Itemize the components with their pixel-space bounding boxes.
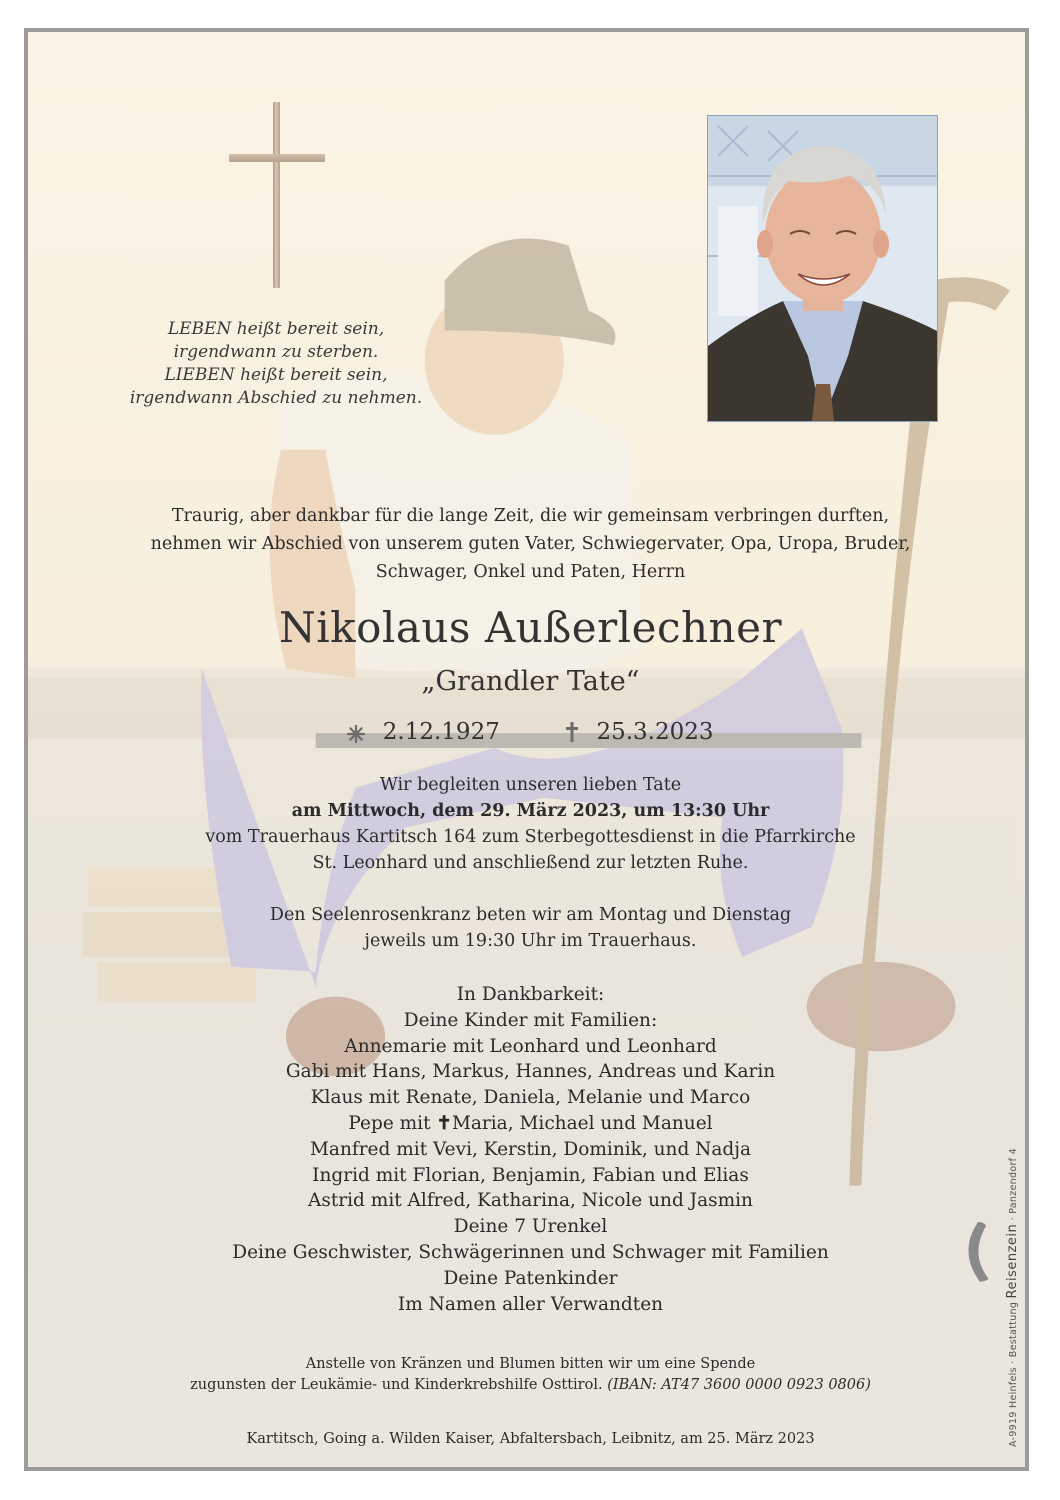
mourner-line: Astrid mit Alfred, Katharina, Nicole und Jasmin [308, 1190, 753, 1212]
deceased-cross-icon: ✝ [436, 1112, 452, 1134]
death-cross-icon [565, 722, 579, 742]
life-dates [28, 718, 1029, 745]
funeral-line: St. Leonhard und anschließend zur letzten Ruhe. [312, 853, 749, 873]
deceased-nickname: „Grandler Tate“ [421, 666, 640, 697]
place-date: Kartitsch, Going a. Wilden Kaiser, Abfaltersbach, Leibnitz, am 25. März 2023 [246, 1431, 815, 1447]
poem-line: LEBEN heißt bereit sein, [167, 319, 385, 339]
donation-iban: (IBAN: AT47 3600 0000 0923 0806) [607, 1377, 871, 1393]
intro-line: Schwager, Onkel und Paten, Herrn [375, 562, 686, 582]
mourner-line [28, 1111, 1029, 1137]
pepe-rest: Maria, Michael und Manuel [451, 1112, 713, 1134]
birth-date: 2.12.1927 [382, 719, 500, 745]
portrait-photo [707, 115, 938, 422]
undertaker-imprint [975, 1148, 1029, 1457]
donation-note [28, 1354, 1029, 1396]
deceased-name: Nikolaus Außerlechner [278, 603, 783, 652]
obituary-frame [24, 28, 1029, 1471]
poem-line: irgendwann zu sterben. [173, 342, 379, 362]
pepe-prefix: Pepe mit [348, 1112, 437, 1134]
intro-line: Traurig, aber dankbar für die lange Zeit, die wir gemeinsam verbringen durften, [171, 506, 890, 526]
donation-line: Anstelle von Kränzen und Blumen bitten wir um eine Spende [305, 1356, 756, 1372]
birth-star-icon [347, 723, 365, 741]
donation-recipient: zugunsten der Leukämie- und Kinderkrebshilfe Osttirol. [190, 1377, 603, 1393]
cross-icon [229, 102, 325, 288]
donation-line [28, 1375, 1029, 1396]
rosary-line: Den Seelenrosenkranz beten wir am Montag und Dienstag [269, 905, 792, 925]
mourner-line: Deine Kinder mit Familien: [403, 1009, 658, 1031]
poem-line: LIEBEN heißt bereit sein, [164, 365, 388, 385]
death-date: 25.3.2023 [596, 719, 714, 745]
mourner-line: Annemarie mit Leonhard und Leonhard [344, 1035, 717, 1057]
intro-text [28, 502, 1029, 586]
mourner-line: Deine 7 Urenkel [453, 1216, 608, 1238]
mourner-line: Klaus mit Renate, Daniela, Melanie und Marco [310, 1087, 751, 1109]
mourner-line: Deine Patenkinder [443, 1267, 618, 1289]
mourner-line: Ingrid mit Florian, Benjamin, Fabian und Elias [312, 1164, 749, 1186]
mourners-list [28, 982, 1029, 1317]
rosary-line: jeweils um 19:30 Uhr im Trauerhaus. [364, 931, 697, 951]
rosary-info [28, 902, 1029, 954]
undertaker-brand: Reisenzein [1005, 1223, 1020, 1299]
thanks-heading: In Dankbarkeit: [456, 984, 605, 1005]
undertaker-prefix: A-9919 Heinfels · Bestattung [1008, 1298, 1019, 1447]
mourner-line: Im Namen aller Verwandten [397, 1293, 664, 1315]
mourner-line: Deine Geschwister, Schwägerinnen und Schwager mit Familien [232, 1241, 829, 1263]
mourner-line: Manfred mit Vevi, Kerstin, Dominik, und Nadja [309, 1138, 751, 1160]
poem [126, 318, 426, 410]
undertaker-suffix: · Panzendorf 4 [1008, 1148, 1019, 1224]
mourner-line: Gabi mit Hans, Markus, Hannes, Andreas und Karin [285, 1061, 776, 1083]
funeral-line: Wir begleiten unseren lieben Tate [379, 775, 682, 795]
poem-line: irgendwann Abschied zu nehmen. [129, 388, 423, 408]
funeral-info [28, 772, 1029, 876]
intro-line: nehmen wir Abschied von unserem guten Vater, Schwiegervater, Opa, Uropa, Bruder, [150, 534, 911, 554]
funeral-line: vom Trauerhaus Kartitsch 164 zum Sterbegottesdienst in die Pfarrkirche [205, 827, 856, 847]
funeral-date: am Mittwoch, dem 29. März 2023, um 13:30 Uhr [291, 801, 770, 821]
